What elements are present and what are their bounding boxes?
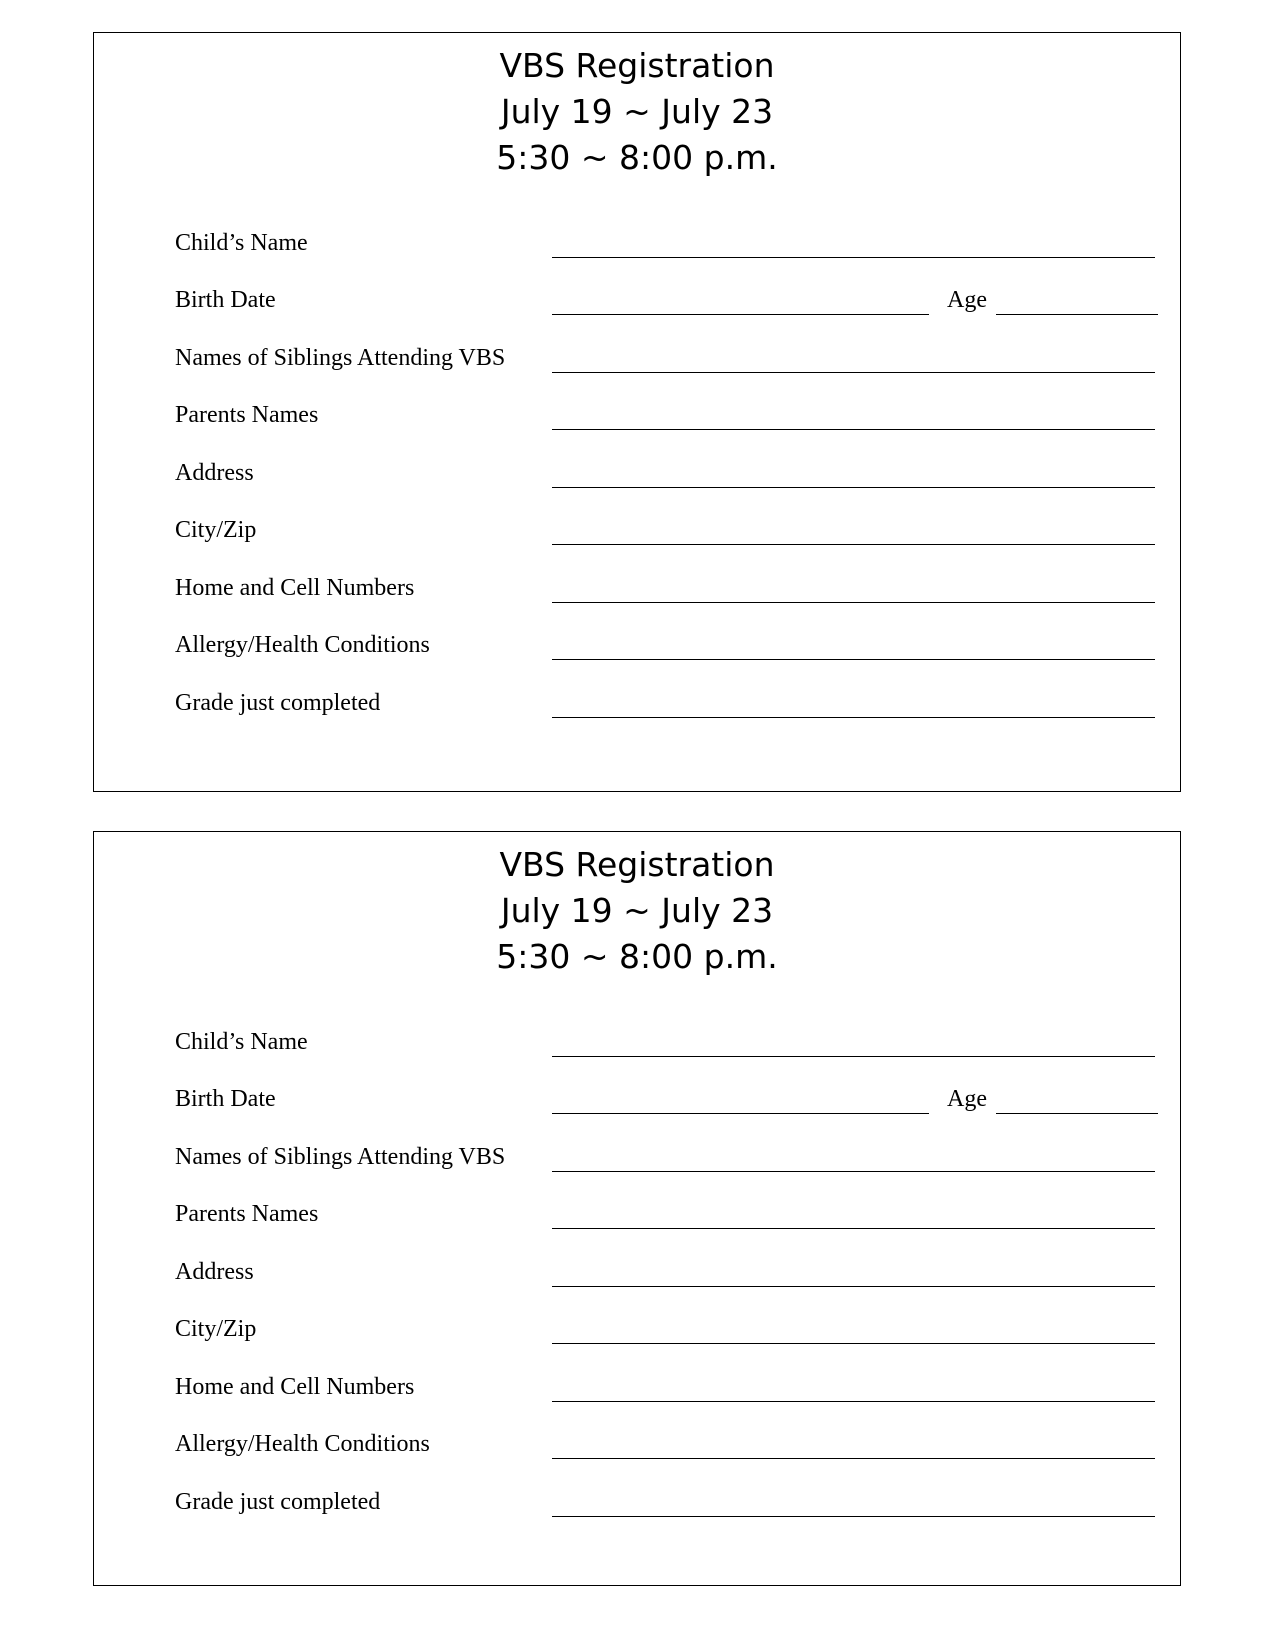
field-grade — [94, 1482, 1180, 1522]
field-label: Home and Cell Numbers — [175, 1374, 415, 1400]
field-label: Names of Siblings Attending VBS — [175, 345, 506, 371]
field-city-zip — [94, 1309, 1180, 1349]
field-label: Grade just completed — [175, 1489, 381, 1515]
blank-line[interactable] — [552, 1113, 929, 1114]
blank-line[interactable] — [552, 544, 1155, 545]
field-grade — [94, 683, 1180, 723]
field-label: Birth Date — [175, 287, 276, 313]
field-label: Names of Siblings Attending VBS — [175, 1144, 506, 1170]
blank-line[interactable] — [552, 1286, 1155, 1287]
field-parents-names — [94, 1194, 1180, 1234]
field-address — [94, 1252, 1180, 1292]
blank-line[interactable] — [552, 1228, 1155, 1229]
field-label: Child’s Name — [175, 1029, 308, 1055]
field-city-zip — [94, 510, 1180, 550]
blank-line[interactable] — [552, 1516, 1155, 1517]
field-label: Birth Date — [175, 1086, 276, 1112]
blank-line[interactable] — [552, 1171, 1155, 1172]
field-label: Parents Names — [175, 402, 319, 428]
field-birth-date — [94, 280, 1180, 320]
field-allergy-health — [94, 625, 1180, 665]
field-allergy-health — [94, 1424, 1180, 1464]
field-label: City/Zip — [175, 517, 257, 543]
field-birth-date — [94, 1079, 1180, 1119]
field-siblings — [94, 338, 1180, 378]
field-label: City/Zip — [175, 1316, 257, 1342]
field-parents-names — [94, 395, 1180, 435]
field-label: Parents Names — [175, 1201, 319, 1227]
age-blank-line[interactable] — [996, 314, 1158, 315]
field-childs-name — [94, 1022, 1180, 1062]
blank-line[interactable] — [552, 257, 1155, 258]
field-label: Allergy/Health Conditions — [175, 632, 430, 658]
time-range: 5:30 ~ 8:00 p.m. — [496, 138, 778, 177]
field-label: Address — [175, 1259, 254, 1285]
form-title — [94, 43, 1180, 181]
date-range: July 19 ~ July 23 — [500, 92, 774, 131]
form-title — [94, 842, 1180, 980]
title-line: VBS Registration — [499, 46, 775, 85]
field-childs-name — [94, 223, 1180, 263]
blank-line[interactable] — [552, 429, 1155, 430]
field-label: Address — [175, 460, 254, 486]
registration-form-2 — [93, 831, 1181, 1586]
field-label: Home and Cell Numbers — [175, 575, 415, 601]
field-label: Allergy/Health Conditions — [175, 1431, 430, 1457]
field-phone-numbers — [94, 568, 1180, 608]
blank-line[interactable] — [552, 487, 1155, 488]
field-phone-numbers — [94, 1367, 1180, 1407]
time-range: 5:30 ~ 8:00 p.m. — [496, 937, 778, 976]
blank-line[interactable] — [552, 372, 1155, 373]
age-blank-line[interactable] — [996, 1113, 1158, 1114]
age-label: Age — [947, 1086, 987, 1112]
title-line: VBS Registration — [499, 845, 775, 884]
blank-line[interactable] — [552, 602, 1155, 603]
blank-line[interactable] — [552, 659, 1155, 660]
blank-line[interactable] — [552, 1458, 1155, 1459]
blank-line[interactable] — [552, 314, 929, 315]
blank-line[interactable] — [552, 1056, 1155, 1057]
age-label: Age — [947, 287, 987, 313]
field-address — [94, 453, 1180, 493]
field-label: Child’s Name — [175, 230, 308, 256]
date-range: July 19 ~ July 23 — [500, 891, 774, 930]
blank-line[interactable] — [552, 1343, 1155, 1344]
blank-line[interactable] — [552, 717, 1155, 718]
field-label: Grade just completed — [175, 690, 381, 716]
field-siblings — [94, 1137, 1180, 1177]
blank-line[interactable] — [552, 1401, 1155, 1402]
registration-form-1 — [93, 32, 1181, 792]
